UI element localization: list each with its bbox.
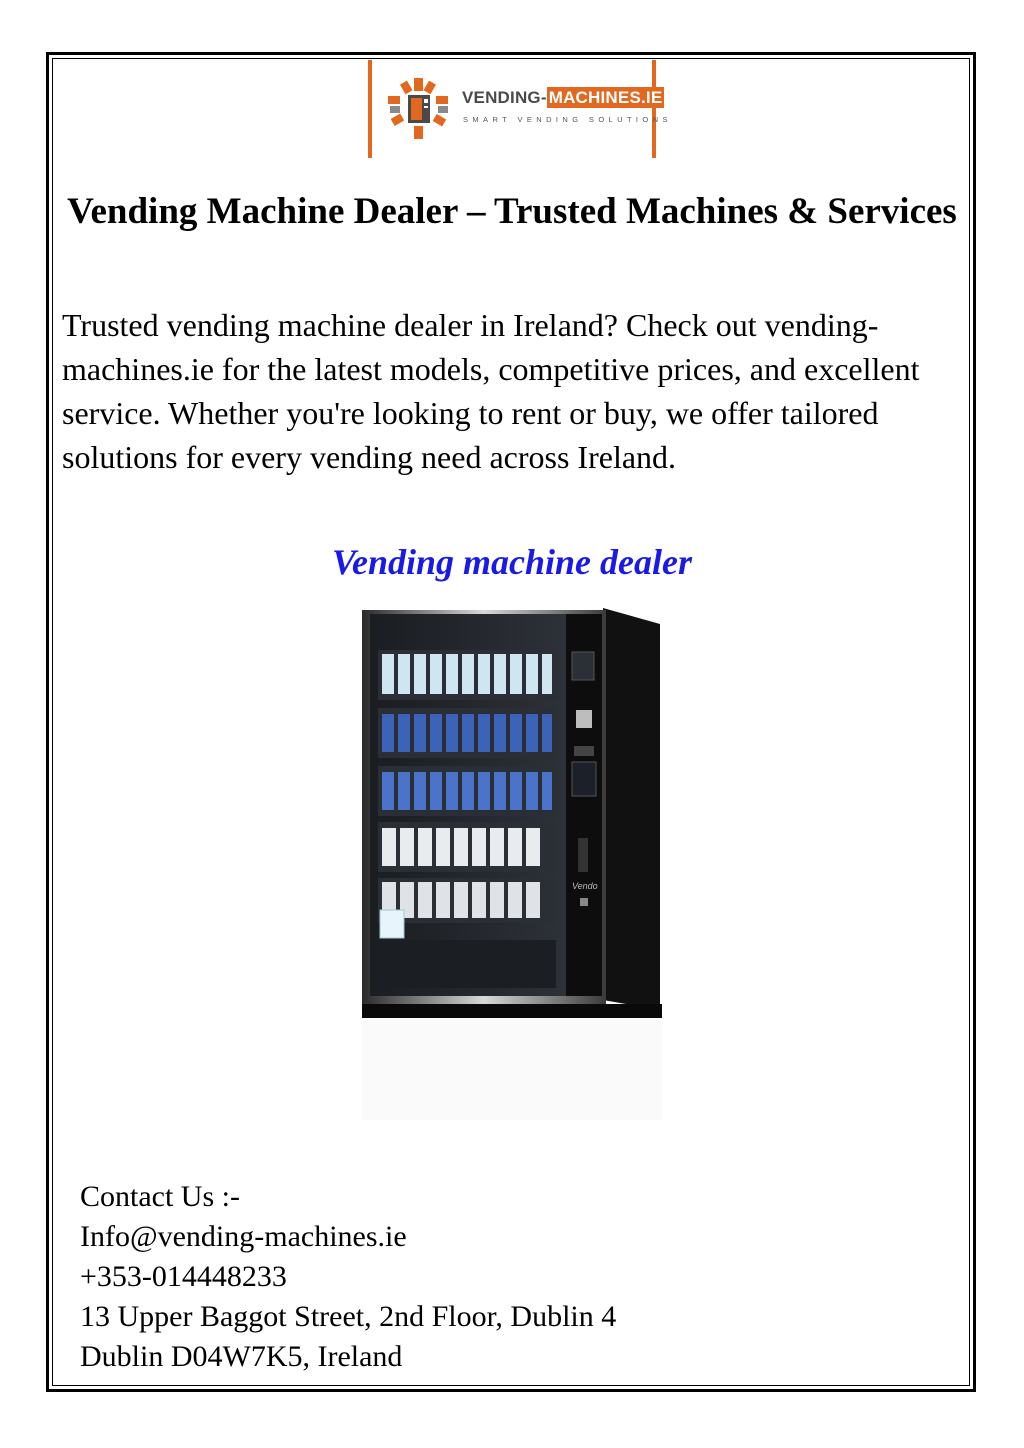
logo-wordmark <box>462 88 664 108</box>
contact-phone[interactable]: +353-014448233 <box>80 1260 287 1293</box>
logo-tagline: SMART VENDING SOLUTIONS <box>463 115 672 124</box>
floor-reflection <box>362 1020 662 1120</box>
carton-row-1 <box>382 828 540 866</box>
display-screen <box>572 652 594 680</box>
keypad <box>574 746 594 756</box>
machine-brand-mark: Vendo <box>572 881 598 891</box>
bottle-row-1 <box>382 654 552 694</box>
vending-logo-icon <box>386 78 452 140</box>
contact-heading: Contact Us :- <box>80 1180 240 1213</box>
contact-block <box>80 1177 616 1377</box>
vending-machine-image <box>358 600 794 1125</box>
page-title: Vending Machine Dealer – Trusted Machines & Services <box>67 191 957 232</box>
bottle-row-2 <box>382 714 552 752</box>
promo-sticker <box>380 910 404 938</box>
delivery-bin <box>378 940 556 988</box>
logo-left-bar <box>368 60 372 158</box>
contact-address-line1: 13 Upper Baggot Street, 2nd Floor, Dublin 4 <box>80 1300 617 1333</box>
bottle-row-3 <box>382 772 552 810</box>
company-logo <box>368 60 672 158</box>
cabinet-base <box>362 1004 662 1018</box>
intro-paragraph: Trusted vending machine dealer in Ireland? Check out vending-machines.ie for the latest models, competitive prices, and excellent service. Whether you're looking to rent or buy, we offer tailored solutions for every vending need across Ireland. <box>62 307 920 475</box>
coin-slot <box>576 710 592 728</box>
logo-brand-prefix: VENDING- <box>462 88 547 107</box>
logo-right-bar <box>652 60 656 158</box>
touch-screen <box>572 762 596 796</box>
subheading: Vending machine dealer <box>331 542 693 582</box>
carton-row-2 <box>382 882 540 918</box>
contact-email[interactable]: Info@vending-machines.ie <box>80 1220 407 1253</box>
logo-brand-highlight: MACHINES.IE <box>548 88 663 107</box>
note-reader <box>578 838 588 872</box>
return-button <box>580 898 588 906</box>
contact-address-line2: Dublin D04W7K5, Ireland <box>80 1340 403 1373</box>
cabinet-side <box>603 608 660 1010</box>
